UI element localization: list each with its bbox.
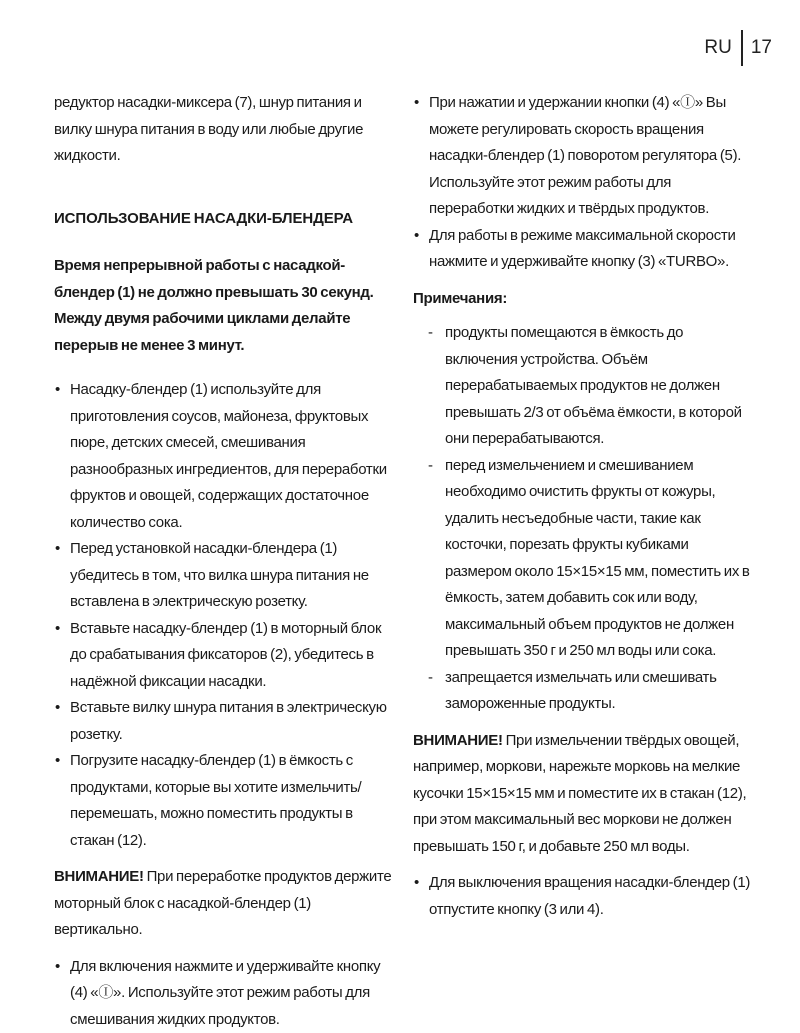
list-item: • Для выключения вращения насадки-блендер (1) отпустите кнопку (3 или 4). xyxy=(413,870,753,923)
page-number: 17 xyxy=(743,37,772,59)
left-column xyxy=(54,90,394,1033)
list-item: • Погрузите насадку-блендер (1) в ёмкость с продуктами, которые вы хотите измельчить/перемешать, можно поместить продукты в стакан (12). xyxy=(54,748,394,854)
list-item: • Для работы в режиме максимальной скорости нажмите и удерживайте кнопку (3) «TURBO». xyxy=(413,223,753,276)
page-header xyxy=(704,30,772,66)
attention-paragraph-2 xyxy=(413,728,753,861)
section-heading: ИСПОЛЬЗОВАНИЕ НАСАДКИ-БЛЕНДЕРА xyxy=(54,206,394,233)
right-column xyxy=(413,90,753,923)
list-item: • Для включения нажмите и удерживайте кнопку (4) «Ⓘ». Используйте этот режим работы для смешивания жидких продуктов. xyxy=(54,954,394,1033)
intro-paragraph: редуктор насадки-миксера (7), шнур питания и вилку шнура питания в воду или любые другие жидкости. xyxy=(54,90,394,170)
attention-label: ВНИМАНИЕ! xyxy=(413,732,503,749)
instruction-list-3 xyxy=(413,90,753,276)
note-item: - перед измельчением и смешиванием необходимо очистить фрукты от кожуры, удалить несъедобные части, такие как косточки, порезать фрукты кубиками размером около 15×15×15 мм, поместить их в ёмкость, затем добавить сок или воду, максимальный объем продуктов не должен превышать 350 г и 250 мл воды или сока. xyxy=(413,453,753,665)
list-item: • Насадку-блендер (1) используйте для приготовления соусов, майонеза, фруктовых пюре, детских смесей, смешивания разнообразных ингредиентов, для переработки фруктов и овощей, содержащих достаточное количество сока. xyxy=(54,377,394,536)
note-item: - запрещается измельчать или смешивать замороженные продукты. xyxy=(413,665,753,718)
language-label: RU xyxy=(704,37,740,59)
list-item: • Вставьте вилку шнура питания в электрическую розетку. xyxy=(54,695,394,748)
attention-paragraph xyxy=(54,864,394,944)
note-item: - продукты помещаются в ёмкость до включения устройства. Объём перерабатываемых продуктов не должен превышать 2/3 от объёма ёмкости, в которой они перерабатываются. xyxy=(413,320,753,453)
instruction-list xyxy=(54,377,394,854)
notes-list xyxy=(413,320,753,718)
attention-text: При переработке продуктов держите моторный блок с насадкой-блендер (1) вертикально. xyxy=(54,868,391,938)
list-item: • При нажатии и удержании кнопки (4) «Ⓘ» Вы можете регулировать скорость вращения насадки-блендер (1) поворотом регулятора (5). Используйте этот режим работы для переработки жидких и твёрдых продуктов. xyxy=(413,90,753,223)
notes-title: Примечания: xyxy=(413,286,753,313)
list-item: • Вставьте насадку-блендер (1) в моторный блок до срабатывания фиксаторов (2), убедитесь в надёжной фиксации насадки. xyxy=(54,616,394,696)
instruction-list-4 xyxy=(413,870,753,923)
attention-text: При измельчении твёрдых овощей, например, моркови, нарежьте морковь на мелкие кусочки 15×15×15 мм и поместите их в стакан (12), при этом максимальный вес моркови не должен превышать 150 г, и добавьте 250 мл воды. xyxy=(413,732,746,855)
list-item: • Перед установкой насадки-блендера (1) убедитесь в том, что вилка шнура питания не вставлена в электрическую розетку. xyxy=(54,536,394,616)
instruction-list-2 xyxy=(54,954,394,1033)
duration-warning: Время непрерывной работы с насадкой-блендер (1) не должно превышать 30 секунд. Между двумя рабочими циклами делайте перерыв не менее 3 минут. xyxy=(54,253,394,359)
attention-label: ВНИМАНИЕ! xyxy=(54,868,144,885)
